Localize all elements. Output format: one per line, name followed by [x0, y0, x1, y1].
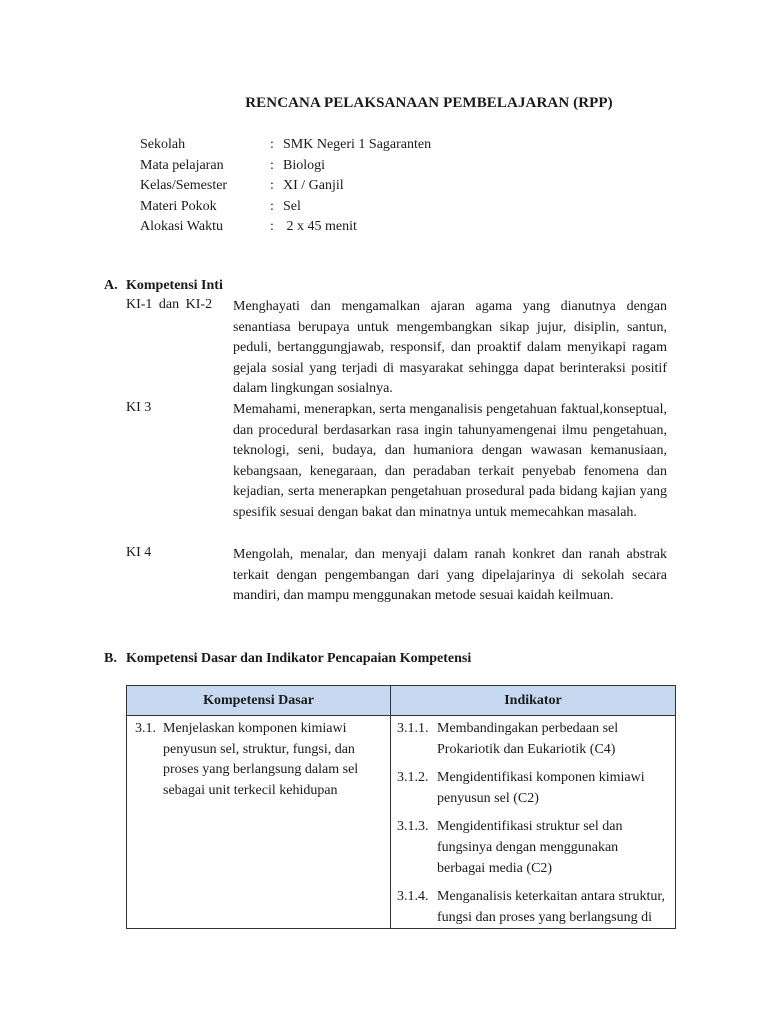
indikator-item [391, 719, 669, 760]
section-letter: A. [104, 278, 118, 293]
section-a-heading [104, 278, 223, 294]
indikator-text: Mengidentifikasi struktur sel dan fungsinya dengan menggunakan berbagai media (C2) [437, 819, 623, 876]
info-colon: : [270, 137, 274, 152]
table-header-row [127, 686, 676, 716]
indikator-number: 3.1.3. [397, 819, 429, 835]
indikator-text: Membandingakan perbedaan sel Prokariotik dan Eukariotik (C4) [437, 721, 619, 757]
document-title: RENCANA PELAKSANAAN PEMBELAJARAN (RPP) [245, 95, 613, 111]
section-b-heading [104, 651, 471, 667]
kd-cell [127, 716, 391, 929]
indikator-item [391, 768, 669, 809]
indikator-item [391, 887, 669, 928]
table-row [127, 716, 676, 929]
kd-text: Menjelaskan komponen kimiawi penyusun sel, struktur, fungsi, dan proses yang berlangsung dalam sel sebagai unit terkecil kehidupan [163, 721, 359, 798]
info-colon: : [270, 157, 274, 173]
ki-text: Mengolah, menalar, dan menyaji dalam ranah konkret dan ranah abstrak terkait dengan pengembangan dari yang dipelajarinya di sekolah secara mandiri, dan mampu menggunakan metode sesuai kaidah keilmuan. [233, 547, 667, 604]
info-label: Mata pelajaran [140, 157, 224, 173]
indikator-text: Menganalisis keterkaitan antara struktur, fungsi dan proses yang berlangsung di [437, 889, 666, 925]
ki-label: KI-1 dan KI-2 [126, 297, 213, 312]
indikator-number: 3.1.1. [397, 721, 429, 736]
section-title: Kompetensi Inti [126, 278, 223, 293]
header-indikator: Indikator [391, 686, 676, 716]
kd-item [127, 716, 382, 801]
ki-text: Menghayati dan mengamalkan ajaran agama yang dianutnya dengan senantiasa berupaya untuk mengembangkan sikap jujur, disiplin, santun, peduli, bertanggungjawab, responsif, dan proaktif dalam menyikapi ragam gejala sosial yang terjadi di masyarakat sehingga dapat berinteraksi positif dalam lingkungan sosialnya. [233, 299, 667, 397]
info-colon: : [270, 219, 274, 235]
section-letter: B. [104, 651, 117, 666]
info-label: Sekolah [140, 137, 186, 152]
kd-indicator-table [126, 685, 676, 929]
ki-text: Memahami, menerapkan, serta menganalisis pengetahuan faktual,konseptual, dan procedural berdasarkan rasa ingin tahunyamengenai ilmu pengetahuan, teknologi, seni, budaya, dan humaniora dengan wawasan kemanusiaan, kebangsaan, kenegaraan, dan peradaban terkait penyebab fenomena dan kejadian, serta menerapkan pengetahuan prosedural pada bidang kajian yang spesifik sesuai dengan bakat dan minatnya untuk memecahkan masalah. [233, 402, 667, 520]
section-title: Kompetensi Dasar dan Indikator Pencapaian Kompetensi [126, 651, 472, 666]
info-value: SMK Negeri 1 Sagaranten [283, 137, 432, 152]
indikator-number: 3.1.2. [397, 770, 429, 786]
indikator-item [391, 817, 669, 879]
info-value: 2 x 45 menit [283, 219, 357, 235]
info-label: Kelas/Semester [140, 178, 228, 194]
header-kompetensi-dasar: Kompetensi Dasar [127, 686, 391, 716]
ki-label: KI 4 [126, 545, 152, 560]
indikator-cell [391, 716, 676, 929]
kd-number: 3.1. [135, 721, 156, 736]
ki-label: KI 3 [126, 400, 152, 415]
info-colon: : [270, 198, 274, 214]
info-colon: : [270, 178, 274, 194]
indikator-number: 3.1.4. [397, 889, 429, 905]
info-label: Alokasi Waktu [140, 219, 223, 235]
info-value: Sel [283, 198, 301, 214]
info-value: XI / Ganjil [283, 178, 344, 194]
info-label: Materi Pokok [140, 198, 217, 214]
info-value: Biologi [283, 157, 326, 173]
indikator-text: Mengidentifikasi komponen kimiawi penyusun sel (C2) [437, 770, 645, 806]
